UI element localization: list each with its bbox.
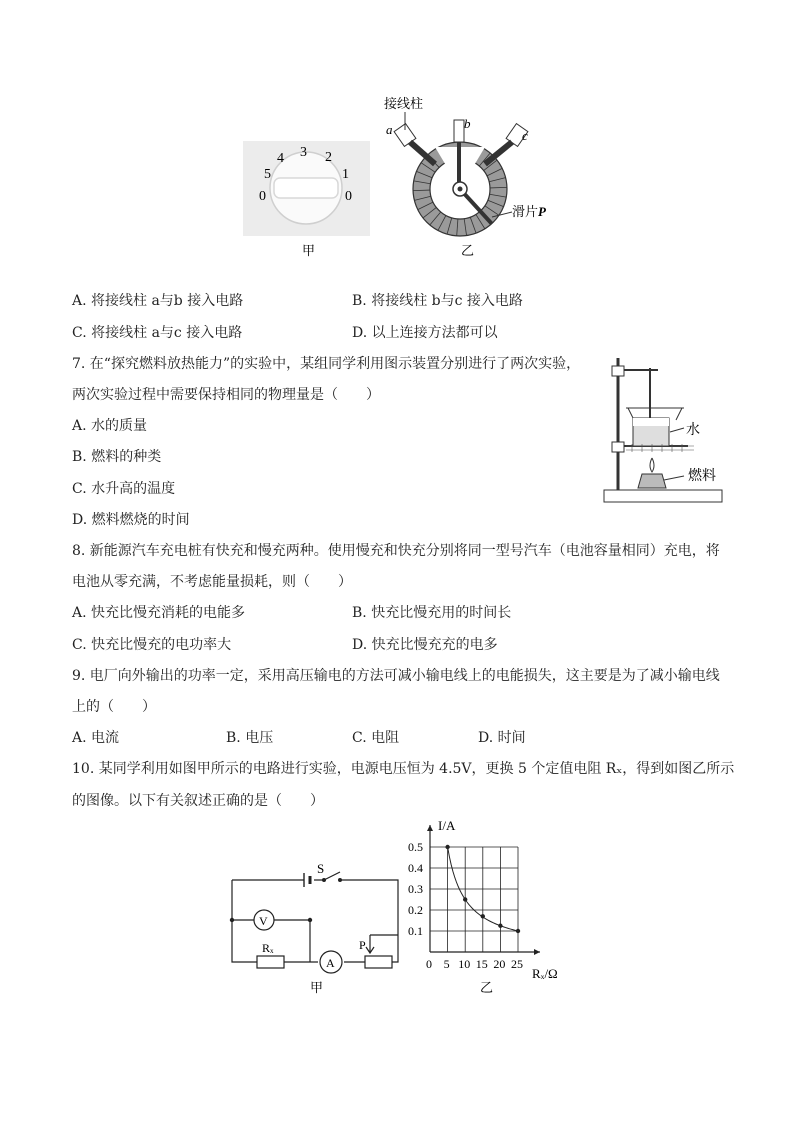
ammeter-label: A xyxy=(326,956,335,970)
data-point xyxy=(481,914,485,918)
label-water: 水 xyxy=(686,423,700,438)
chart-axes xyxy=(427,825,540,955)
q7-option-b[interactable]: B. 燃料的种类 xyxy=(72,449,162,465)
q9-stem-line1: 9. 电厂向外输出的功率一定，采用高压输电的方法可减小输电线上的电能损失，这主要是为了减小输电线 xyxy=(72,668,720,684)
x-tick-label: 25 xyxy=(511,957,523,971)
terminal-c: c xyxy=(522,128,528,143)
data-point xyxy=(445,845,449,849)
knob-num-0-right: 0 xyxy=(345,189,352,204)
resistor-label: Rₓ xyxy=(262,941,274,955)
chart-ylabel: I/A xyxy=(438,818,456,833)
knob-num-1: 1 xyxy=(342,167,349,182)
q8-stem-line1: 8. 新能源汽车充电桩有快充和慢充两种。使用慢充和快充分别将同一型号汽车（电池容量相同）充电，将 xyxy=(72,543,720,559)
figure-q7-apparatus xyxy=(598,350,728,515)
q7-stem-line2: 两次实验过程中需要保持相同的物理量是（ ） xyxy=(72,387,380,403)
q8-option-c[interactable]: C. 快充比慢充的电功率大 xyxy=(72,637,232,653)
caption-yi-6: 乙 xyxy=(461,243,475,258)
q6-option-b[interactable]: B. 将接线柱 b与c 接入电路 xyxy=(352,293,523,309)
q6-option-d[interactable]: D. 以上连接方法都可以 xyxy=(352,325,498,341)
y-tick-label: 0.3 xyxy=(408,882,423,896)
q9-option-c[interactable]: C. 电阻 xyxy=(352,730,400,746)
q8-option-a[interactable]: A. 快充比慢充消耗的电能多 xyxy=(72,605,246,621)
x-tick-label: 20 xyxy=(493,957,506,971)
terminal-b: b xyxy=(464,116,471,131)
q6-option-c[interactable]: C. 将接线柱 a与c 接入电路 xyxy=(72,325,243,341)
q6-option-a[interactable]: A. 将接线柱 a与b 接入电路 xyxy=(72,293,244,309)
voltmeter-label: V xyxy=(259,914,268,928)
q7-option-d[interactable]: D. 燃料燃烧的时间 xyxy=(72,512,190,528)
knob-handle xyxy=(274,178,338,198)
slider-letter: P xyxy=(538,204,546,219)
terminal-label: 接线柱 xyxy=(384,96,424,111)
y-tick-label: 0.5 xyxy=(408,840,423,854)
q8-option-b[interactable]: B. 快充比慢充用的时间长 xyxy=(352,605,512,621)
q9-option-d[interactable]: D. 时间 xyxy=(478,730,526,746)
q8-option-d[interactable]: D. 快充比慢充充的电多 xyxy=(352,637,498,653)
data-point xyxy=(516,929,520,933)
data-point xyxy=(498,924,502,928)
terminal-a: a xyxy=(386,122,393,137)
figure-q10-circuit xyxy=(222,855,402,1000)
x-tick-label: 10 xyxy=(458,957,471,971)
x-tick-label: 15 xyxy=(475,957,488,971)
q10-stem-line2: 的图像。以下有关叙述正确的是（ ） xyxy=(72,793,324,809)
caption-jia-6: 甲 xyxy=(302,243,316,258)
knob-num-5: 5 xyxy=(264,167,271,182)
q7-option-c[interactable]: C. 水升高的温度 xyxy=(72,481,176,497)
q8-stem-line2: 电池从零充满，不考虑能量损耗，则（ ） xyxy=(72,574,352,590)
figure-q6 xyxy=(230,92,570,267)
caption-yi-10: 乙 xyxy=(480,980,494,995)
q9-option-a[interactable]: A. 电流 xyxy=(72,730,120,746)
slider-label: 滑片 xyxy=(512,204,539,219)
y-axis-arrow xyxy=(427,825,433,831)
x-tick-label: 5 xyxy=(443,957,450,971)
q9-option-b[interactable]: B. 电压 xyxy=(226,730,274,746)
slider-p-label: P xyxy=(359,938,366,952)
circuit-switch-label: S xyxy=(317,861,325,876)
q7-option-a[interactable]: A. 水的质量 xyxy=(72,418,148,434)
knob-num-4: 4 xyxy=(277,151,284,166)
label-fuel: 燃料 xyxy=(688,469,716,484)
figure-q10-chart xyxy=(400,812,580,997)
chart-xlabel: Rₓ/Ω xyxy=(532,966,558,981)
q9-stem-line2: 上的（ ） xyxy=(72,699,156,715)
knob-num-3: 3 xyxy=(300,145,307,160)
q7-stem-line1: 7. 在“探究燃料放热能力”的实验中，某组同学利用图示装置分别进行了两次实验， xyxy=(72,356,581,372)
y-tick-label: 0.2 xyxy=(408,903,423,917)
rheostat xyxy=(394,112,528,236)
y-tick-label: 0.1 xyxy=(408,924,423,938)
chart-grid xyxy=(430,847,518,952)
q10-stem-line1: 10. 某同学利用如图甲所示的电路进行实验，电源电压恒为 4.5V，更换 5 个定值电阻 Rₓ，得到如图乙所示 xyxy=(72,761,735,777)
x-axis-arrow xyxy=(534,949,540,955)
caption-jia-10: 甲 xyxy=(310,980,324,995)
y-tick-label: 0.4 xyxy=(408,861,423,875)
x-tick-label: 0 xyxy=(426,957,432,971)
knob-num-2: 2 xyxy=(325,150,332,165)
data-point xyxy=(463,897,467,901)
knob-num-0-left: 0 xyxy=(259,189,266,204)
